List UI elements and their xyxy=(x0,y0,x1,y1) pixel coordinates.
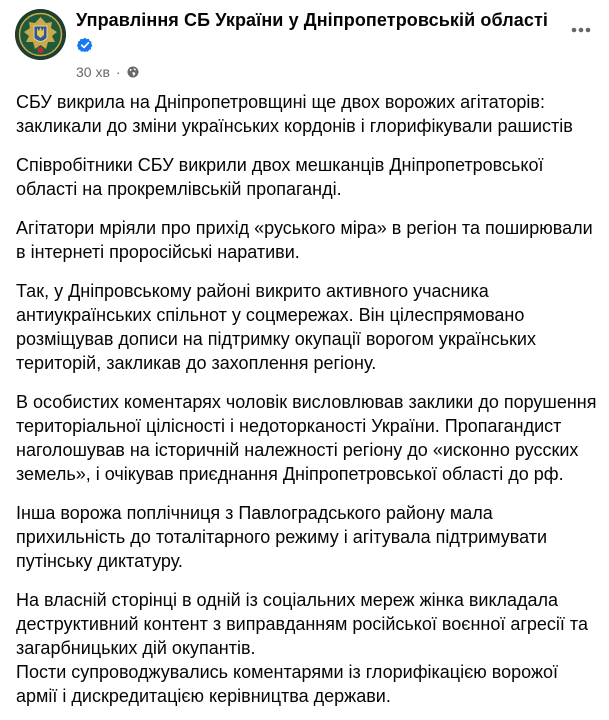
meta-separator: · xyxy=(115,64,121,80)
post-paragraph: На власній сторінці в одній із соціальних мереж жінка викладала деструктивний контент з виправданням російської воєнної агресії та загарбницьких дій окупантів. xyxy=(16,590,588,658)
post-header xyxy=(0,0,609,86)
post-timestamp[interactable]: 30 хв xyxy=(76,64,110,80)
post-paragraph: Інша ворожа поплічниця з Павлоградського району мала прихильність до тоталітарного режиму і агітувала підтримувати путінську диктатуру. xyxy=(16,503,548,571)
post-paragraph: Співробітники СБУ викрили двох мешканців Дніпропетровської області на прокремлівській пропаганді. xyxy=(16,155,544,199)
post-paragraph: Агітатори мріяли про прихід «руського міра» в регіон та поширювали в інтернеті проросійські наративи. xyxy=(16,218,593,262)
post-paragraph: Пости супроводжувались коментарями із глорифікацією ворожої армії і дискредитацією керівництва держави. xyxy=(16,662,559,706)
globe-icon[interactable] xyxy=(127,66,139,78)
page-avatar[interactable] xyxy=(15,9,66,60)
more-horizontal-icon xyxy=(571,27,591,33)
page-name[interactable]: Управління СБ України у Дніпропетровській області xyxy=(76,10,548,30)
post-body xyxy=(16,90,601,708)
post-paragraph: В особистих коментарях чоловік висловлював заклики до порушення територіальної цілісності і недоторканості України. Пропагандист наголошував на історичній належності регіону до «исконно русских земель», і очікував приєднання Дніпропетровської області до рф. xyxy=(16,392,597,484)
post-meta xyxy=(76,63,139,81)
more-options-button[interactable] xyxy=(563,12,599,48)
post-paragraph: Так, у Дніпровському районі викрито активного учасника антиукраїнських спільнот у соцмережах. Він цілеспрямовано розміщував дописи на підтримку окупації ворогом українських територій, закликав до захоплення регіону. xyxy=(16,281,536,373)
verified-badge-icon xyxy=(77,37,93,53)
post-headline: СБУ викрила на Дніпропетровщині ще двох ворожих агітаторів: закликали до зміни українських кордонів і глорифікували рашистів xyxy=(16,92,573,136)
sbu-emblem-icon xyxy=(15,9,66,60)
